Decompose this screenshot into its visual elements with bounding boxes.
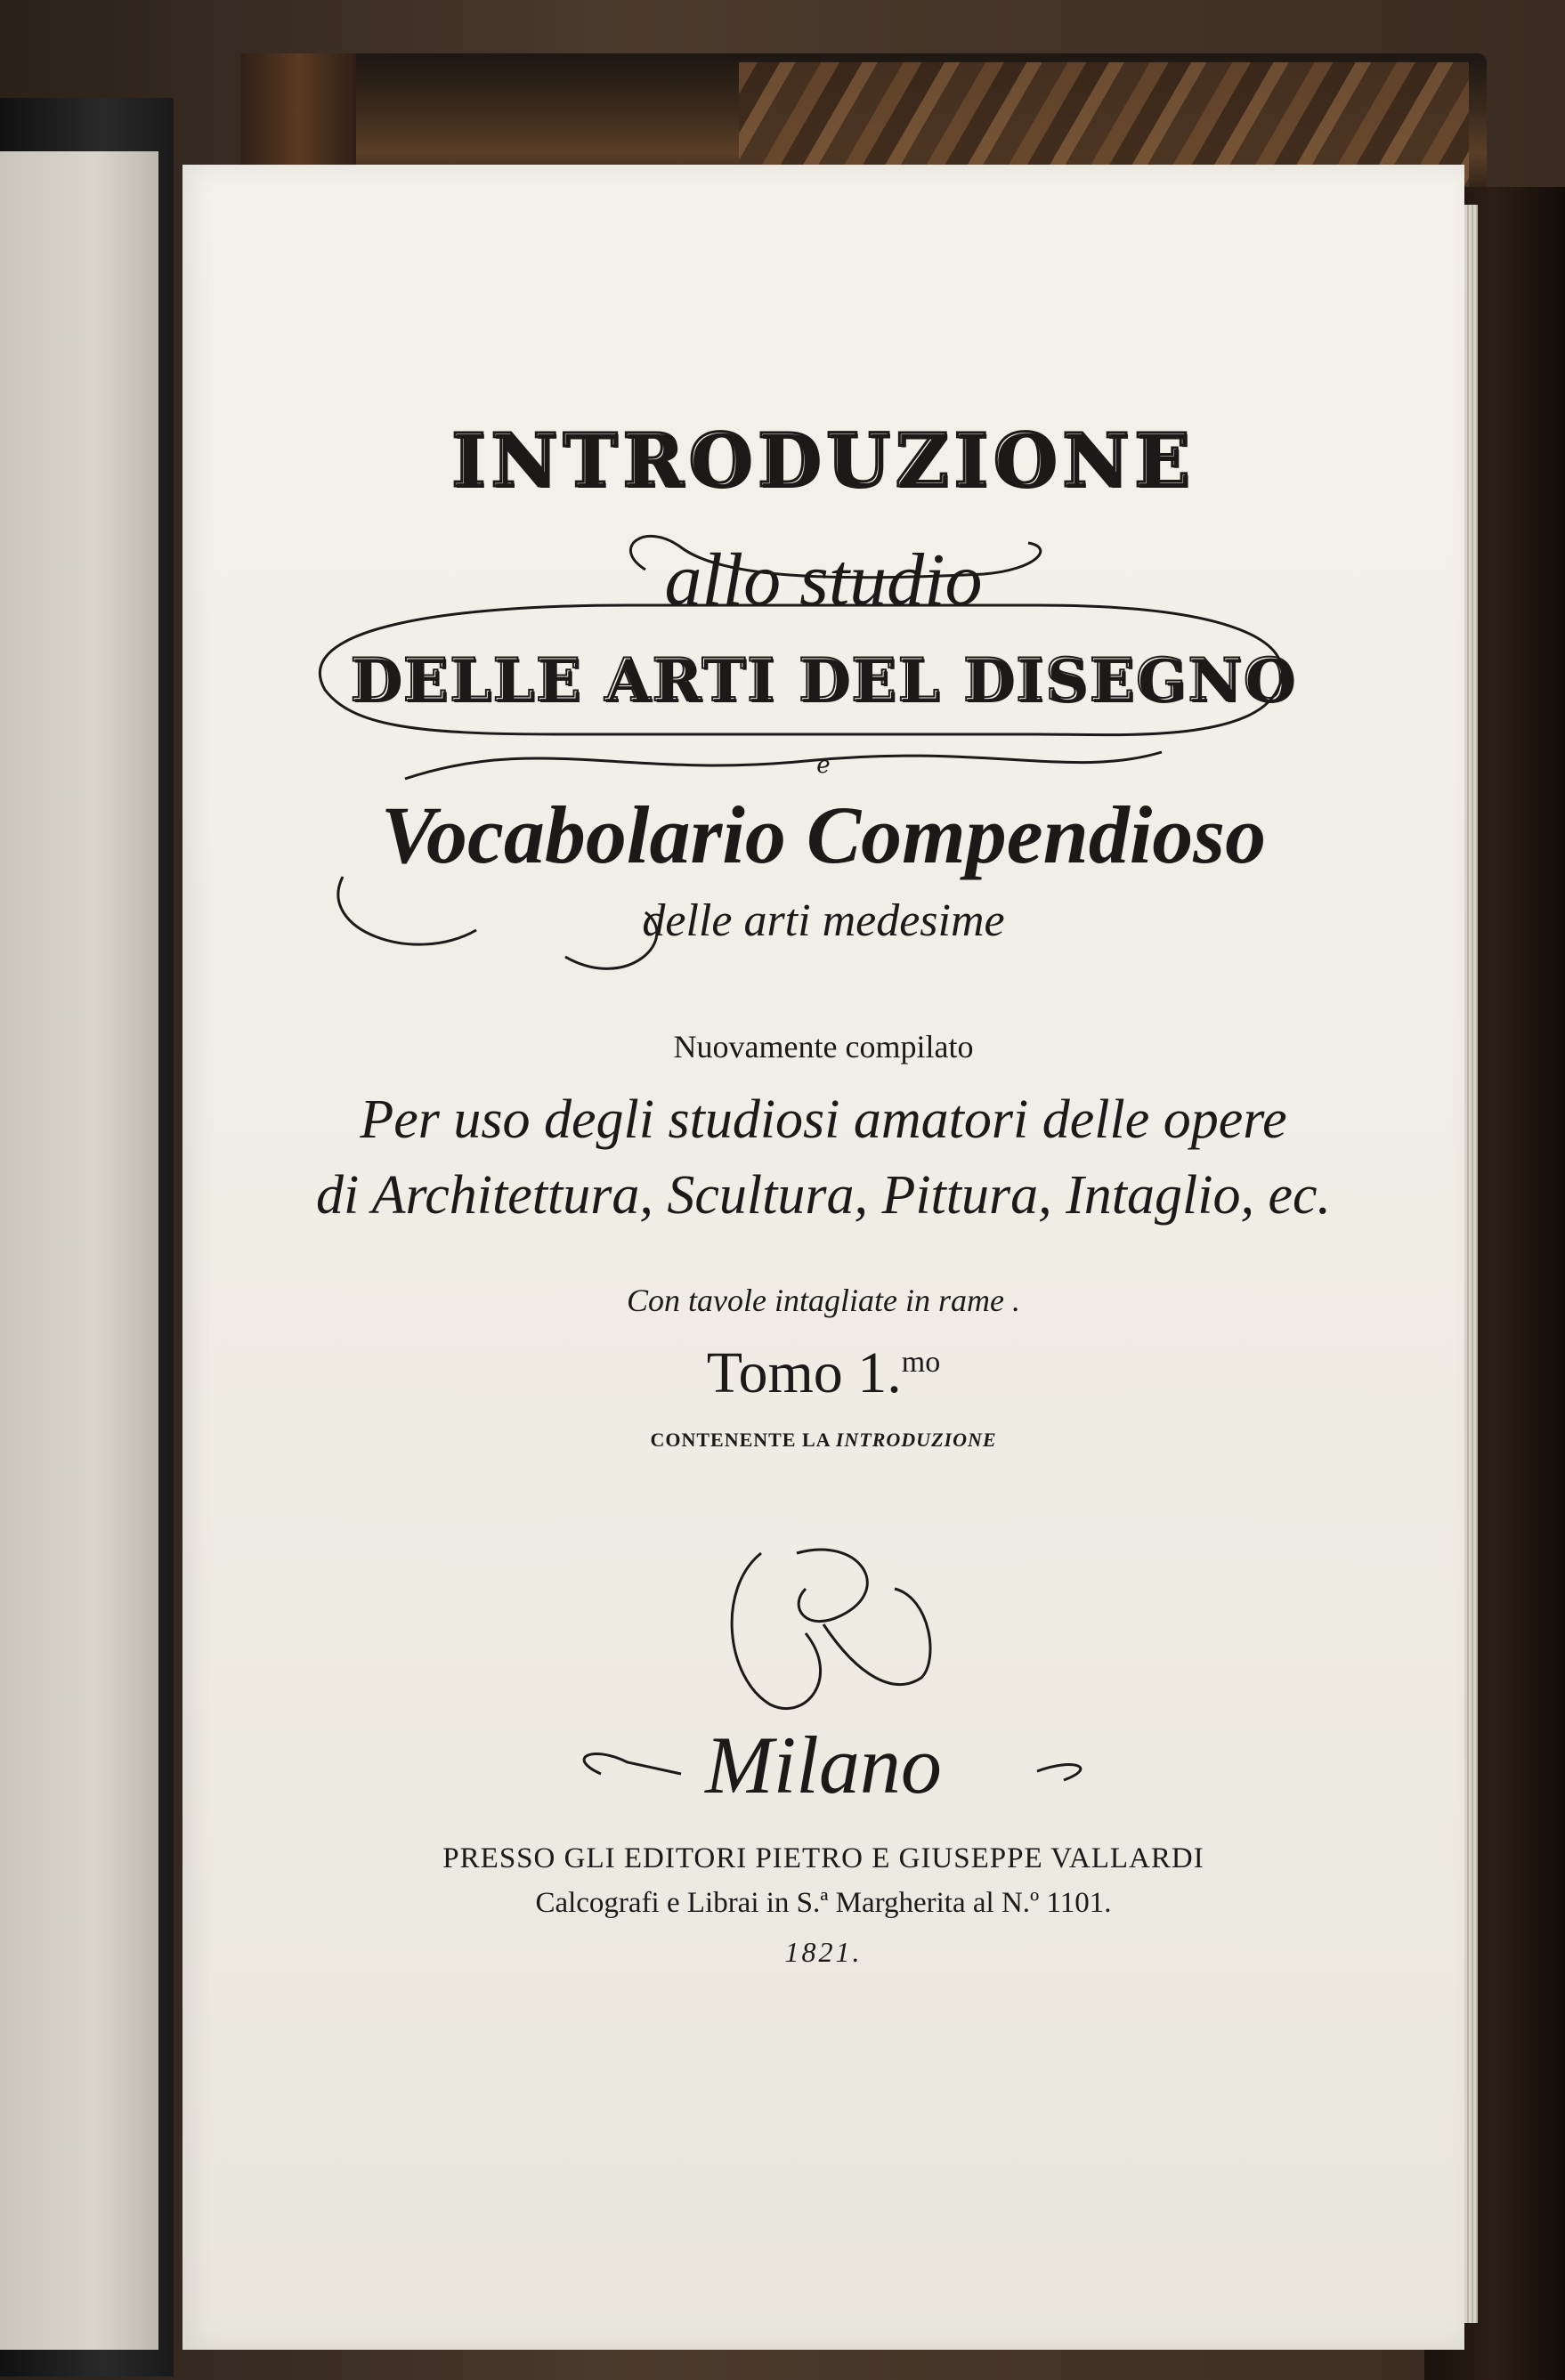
conjunction: e	[816, 752, 831, 779]
volume-line	[182, 1340, 1464, 1407]
left-page	[0, 151, 158, 2350]
monogram-stroke-2	[797, 1550, 867, 1622]
address-line: Calcografi e Librai in S.ª Margherita al N.º 1101.	[535, 1887, 1112, 1919]
monogram-stroke-3	[823, 1589, 930, 1685]
compiled-line: Nuovamente compilato	[673, 1029, 974, 1065]
vocabulary-subtitle: delle arti medesime	[642, 895, 1005, 946]
city-name: Milano	[705, 1720, 942, 1810]
subtitle-script: allo studio	[664, 538, 983, 621]
contents-line	[182, 1429, 1464, 1452]
contents-italic: INTRODUZIONE	[835, 1429, 997, 1451]
monogram-stroke-1	[732, 1553, 820, 1709]
main-title: INTRODUZIONE	[451, 418, 1196, 504]
vocabulary-heading: Vocabolario Compendioso	[380, 789, 1267, 880]
plates-line: Con tavole intagliate in rame .	[627, 1283, 1020, 1318]
volume-sup: mo	[901, 1346, 941, 1379]
subject-heading: DELLE ARTI DEL DISEGNO	[350, 645, 1297, 715]
publication-year: 1821.	[784, 1936, 863, 1968]
publisher-line: PRESSO GLI EDITORI PIETRO E GIUSEPPE VALLARDI	[442, 1842, 1204, 1874]
volume-main: Tomo 1.	[706, 1340, 902, 1405]
contents-prefix: CONTENENTE LA	[650, 1429, 831, 1451]
purpose-line-1: Per uso degli studiosi amatori delle opere	[360, 1089, 1287, 1150]
title-page	[182, 165, 1464, 2350]
purpose-line-2: di Architettura, Scultura, Pittura, Intaglio, ec.	[315, 1165, 1331, 1226]
